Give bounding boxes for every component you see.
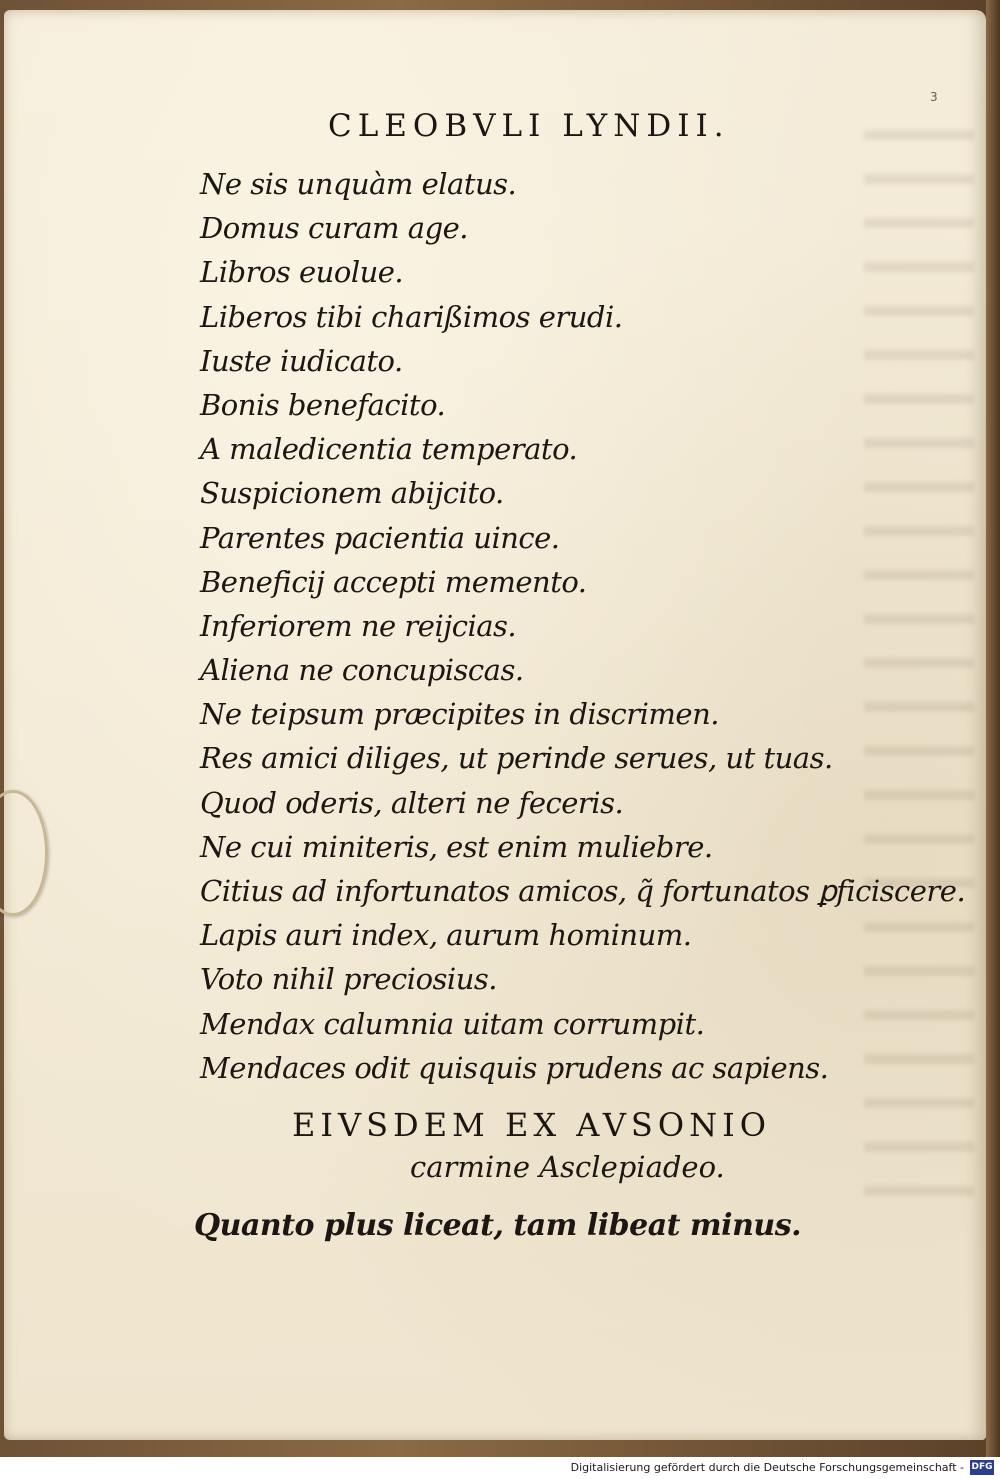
running-header: CLEOBVLI LYNDII.	[328, 108, 730, 144]
maxim-line: Beneficij accepti memento.	[200, 564, 587, 599]
maxim-line: Suspicionem abijcito.	[200, 476, 504, 511]
maxim-line: Liberos tibi charißimos erudi.	[200, 299, 623, 334]
maxim-line: Iuste iudicato.	[200, 343, 403, 378]
page-mark: 3	[930, 90, 938, 104]
maxim-line: Parentes pacientia uince.	[200, 520, 560, 555]
maxim-line: Mendax calumnia uitam corrumpit.	[200, 1006, 705, 1041]
maxim-line: Libros euolue.	[200, 255, 404, 290]
maxim-line: Res amici diliges, ut perinde serues, ut tuas.	[200, 741, 833, 776]
funding-credit: Digitalisierung gefördert durch die Deutsche Forschungsgemeinschaft -	[570, 1461, 964, 1474]
maxim-line: Aliena ne concupiscas.	[200, 653, 524, 688]
maxim-line: Inferiorem ne reijcias.	[200, 608, 517, 643]
footer-bar	[0, 1457, 1000, 1479]
section-subtitle: carmine Asclepiadeo.	[410, 1150, 725, 1184]
paper-page	[4, 10, 986, 1440]
maxim-line: Mendaces odit quisquis prudens ac sapiens.	[200, 1050, 829, 1085]
maxim-line: Domus curam age.	[200, 211, 469, 246]
maxim-line: Voto nihil preciosius.	[200, 962, 497, 997]
maxim-line: Lapis auri index, aurum hominum.	[200, 918, 692, 953]
dfg-logo: DFG	[970, 1460, 994, 1475]
maxim-line: A maledicentia temperato.	[200, 432, 578, 467]
maxim-line: Quod oderis, alteri ne feceris.	[200, 785, 624, 820]
maxims-list	[200, 162, 965, 1090]
maxim-line: Ne cui miniteris, est enim muliebre.	[200, 829, 713, 864]
section-heading: EIVSDEM EX AVSONIO	[292, 1106, 771, 1144]
maxim-line: Citius ad infortunatos amicos, q̃ fortunatos ꝑficiscere.	[200, 874, 966, 908]
book-edge	[986, 0, 1000, 1457]
maxim-line: Ne teipsum præcipites in discrimen.	[200, 697, 719, 732]
maxim-line: Ne sis unquàm elatus.	[200, 167, 517, 201]
maxim-line: Bonis benefacito.	[200, 387, 446, 422]
closing-line: Quanto plus liceat, tam libeat minus.	[194, 1208, 802, 1243]
